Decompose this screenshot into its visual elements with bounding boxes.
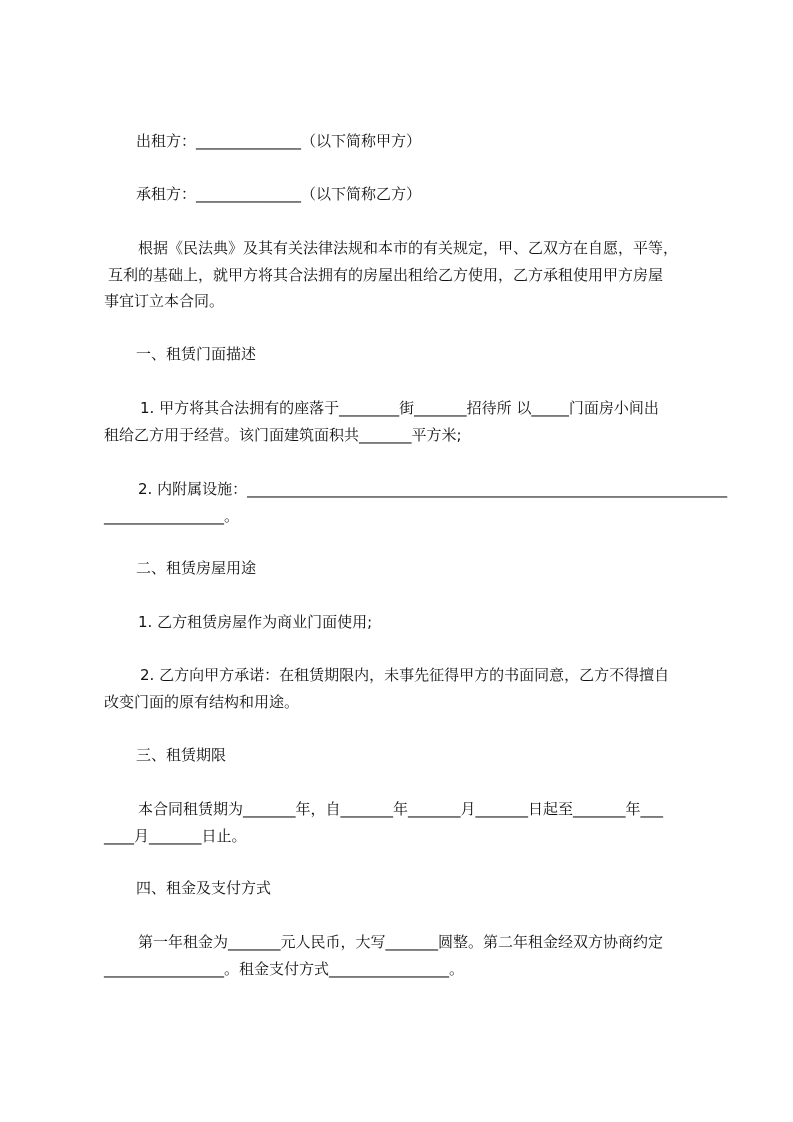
- s1-item1-line-2: 租给乙方用于经营。该门面建筑面积共_______平方米;: [104, 426, 462, 444]
- s2-item2-line-2: 改变门面的原有结构和用途。: [104, 693, 300, 711]
- s2-item2-line-1: 2. 乙方向甲方承诺：在租赁期限内，未事先征得甲方的书面同意，乙方不得擅自: [140, 666, 670, 684]
- section-4-title: 四、租金及支付方式: [136, 879, 272, 897]
- s1-item2-line-1: 2. 内附属设施：________________________________________________________________: [138, 480, 728, 498]
- s1-item1-line-1: 1. 甲方将其合法拥有的座落于________街_______招待所 以_____门面房小间出: [140, 399, 659, 417]
- lessor-line: 出租方：______________（以下简称甲方）: [136, 132, 422, 150]
- section-2-title: 二、租赁房屋用途: [136, 559, 257, 577]
- section-1-title: 一、租赁门面描述: [136, 345, 257, 363]
- section-3-title: 三、租赁期限: [136, 746, 227, 764]
- s4-text-line-1: 第一年租金为_______元人民币，大写_______圆整。第二年租金经双方协商约定: [138, 933, 664, 951]
- s1-item2-line-2: ________________。: [104, 507, 240, 525]
- s3-text-line-1: 本合同租赁期为_______年，自_______年_______月_______日起至_______年___: [138, 800, 664, 818]
- lessee-line: 承租方：______________（以下简称乙方）: [136, 185, 422, 203]
- preamble-line-3: 事宜订立本合同。: [104, 292, 225, 310]
- s2-item1: 1. 乙方租赁房屋作为商业门面使用;: [138, 613, 373, 631]
- s3-text-line-2: ____月_______日止。: [104, 827, 247, 845]
- s4-text-line-2: ________________。租金支付方式________________。: [104, 960, 465, 978]
- preamble-line-1: 根据《民法典》及其有关法律法规和本市的有关规定，甲、乙双方在自愿，平等，: [138, 239, 679, 257]
- preamble-line-2: 互利的基础上，就甲方将其合法拥有的房屋出租给乙方使用，乙方承租使用甲方房屋: [108, 266, 664, 284]
